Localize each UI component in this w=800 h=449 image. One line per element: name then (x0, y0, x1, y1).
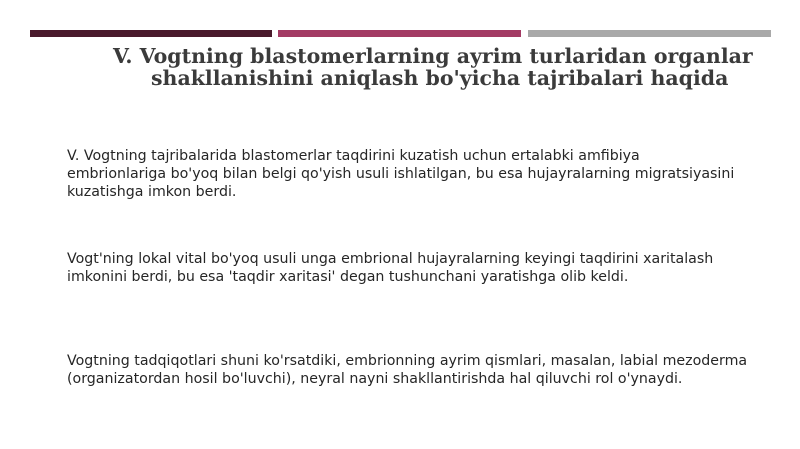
slide-title (100, 45, 760, 89)
paragraph-3-line-1: Vogtning tadqiqotlari shuni ko'rsatdiki, embrionning ayrim qismlari, masalan, labial mezoderma (67, 353, 748, 369)
paragraph-2-line-1: Vogt'ning lokal vital bo'yoq usuli unga embrional hujayralarning keyingi taqdirini xaritalash (67, 251, 714, 267)
paragraph-1-line-2: embrionlariga bo'yoq bilan belgi qo'yish usuli ishlatilgan, bu esa hujayralarning migratsiyasini (67, 166, 735, 182)
paragraph-3 (67, 352, 777, 388)
paragraph-2-line-2: imkonini berdi, bu esa 'taqdir xaritasi' degan tushunchani yaratishga olib keldi. (67, 269, 629, 285)
slide-title-line-2: shakllanishini aniqlash bo'yicha tajribalari haqida (151, 66, 729, 90)
top-accent-bars (30, 30, 771, 37)
paragraph-1-line-3: kuzatishga imkon berdi. (67, 184, 237, 200)
paragraph-1-line-1: V. Vogtning tajribalarida blastomerlar taqdirini kuzatish uchun ertalabki amfibiya (67, 148, 640, 164)
paragraph-3-line-2: (organizatordan hosil bo'luvchi), neyral nayni shakllantirishda hal qiluvchi rol o'ynaydi. (67, 371, 683, 387)
paragraph-1 (67, 147, 777, 201)
accent-bar-gray (528, 30, 771, 37)
accent-bar-magenta (278, 30, 521, 37)
slide-title-line-1: V. Vogtning blastomerlarning ayrim turlaridan organlar (113, 44, 753, 68)
accent-bar-dark (30, 30, 272, 37)
paragraph-2 (67, 250, 777, 286)
